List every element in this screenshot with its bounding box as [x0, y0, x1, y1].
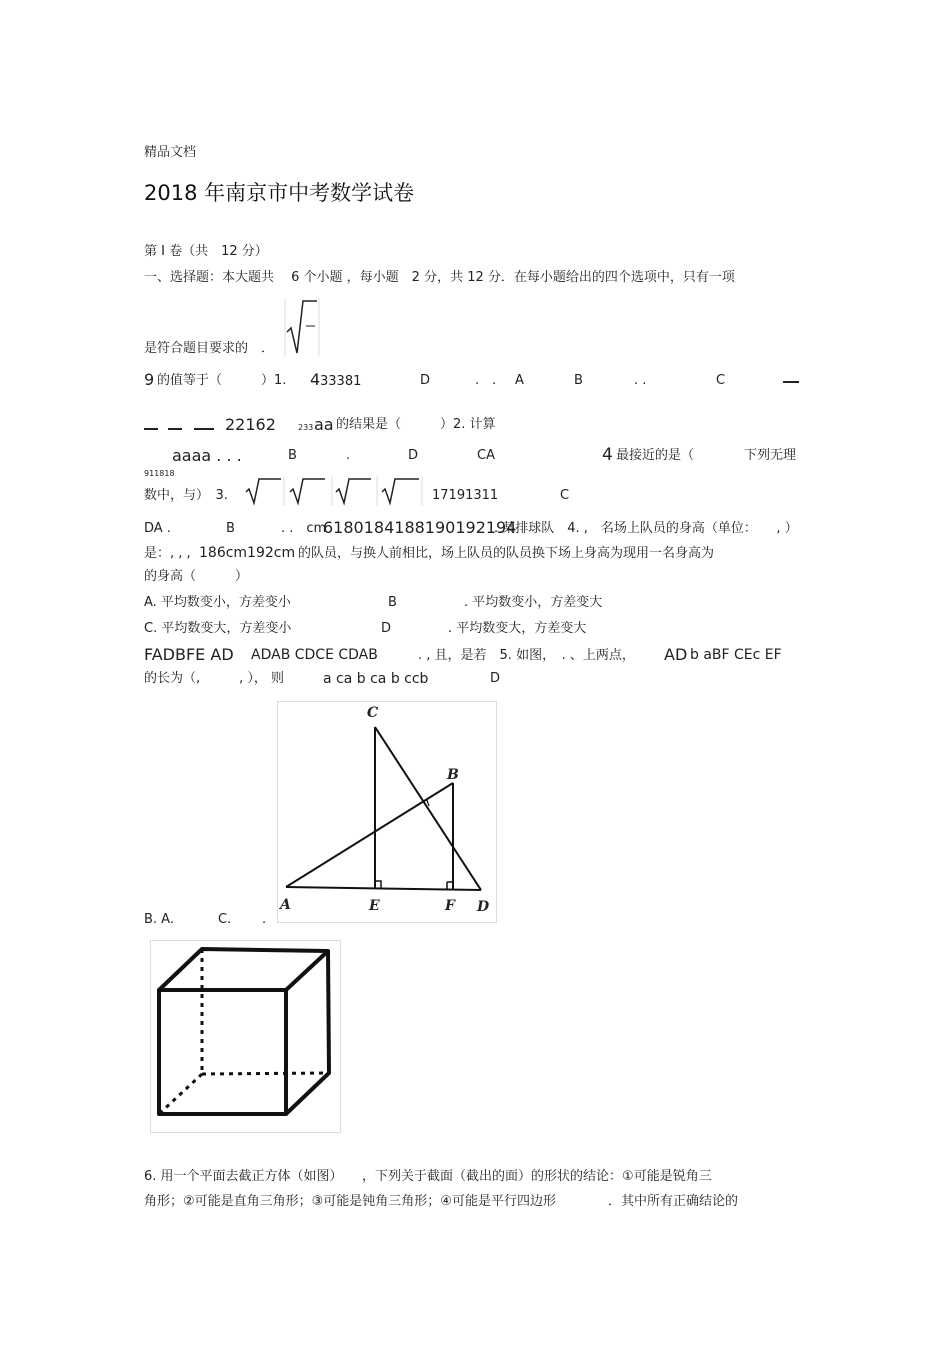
row7-text: 的身高（ ）	[144, 569, 249, 584]
vertex-label-a: A	[280, 897, 291, 913]
row1-four: 4	[310, 370, 321, 389]
row5-heights: 6180184188190192194	[323, 518, 517, 537]
row1-option-b: B	[574, 373, 583, 388]
row3-dot: .	[346, 448, 351, 463]
row1-option-d: D	[420, 373, 431, 388]
row8-fadbfe: FADBFE AD	[144, 645, 234, 664]
row6-text: 的队员，与换人前相比，场上队员的队员换下场上身高为现用一名身高为	[298, 546, 715, 561]
row3-text: 最接近的是（	[616, 448, 695, 463]
section-intro-line1: 一、选择题：本大题共 6 个小题 ，每小题 2 分，共 12 分．在每小题给出的四个选项中，只有一项	[144, 270, 735, 285]
option-d-letter: D	[381, 621, 392, 636]
vertex-label-c: C	[367, 705, 379, 721]
cube-figure	[150, 940, 342, 1134]
row3-four: 4	[602, 445, 613, 465]
row5-text: . 某排球队 4. , 名场上队员的身高（单位： , ）	[494, 521, 798, 536]
row5-cm: . . cm	[281, 521, 327, 536]
row8-ad: AD	[664, 645, 688, 664]
vertex-label-d: D	[477, 899, 490, 915]
row2-aa: aa	[314, 415, 334, 434]
row8-end: b aBF CEc EF	[690, 647, 782, 663]
fraction-bar	[194, 428, 214, 430]
row10-dot: .	[262, 912, 267, 927]
q6-line2: 角形；②可能是直角三角形；③可能是钝角三角形；④可能是平行四边形 ．其中所有正确结论的	[144, 1194, 738, 1209]
row4-number: 17191311	[432, 488, 499, 503]
volume-label: 第 I 卷（共 12 分）	[144, 244, 268, 259]
row8-text: . , 且，是若 5. 如图， . 、上两点，	[418, 648, 635, 663]
radical-signs-icon	[244, 476, 424, 506]
row9-letters: a ca b ca b ccb	[323, 671, 429, 687]
row5-da: DA .	[144, 521, 171, 536]
row1-option-c: C	[716, 373, 726, 388]
option-b-letter: B	[388, 595, 397, 610]
option-a: A. 平均数变小，方差变小	[144, 595, 291, 610]
row3-text-end: 下列无理	[744, 448, 797, 463]
row2-superscript: 233	[298, 423, 314, 432]
row10-c: C.	[218, 912, 232, 927]
row1-dots2: . .	[634, 373, 647, 388]
section-intro-line2: 是符合题目要求的 ．	[144, 341, 275, 356]
row1-text: 的值等于（ ）1.	[157, 373, 287, 388]
q6-line1: 6. 用一个平面去截正方体（如图） ，下列关于截面（截出的面）的形状的结论：①可能是锐角三	[144, 1169, 712, 1184]
fraction-bar	[144, 428, 158, 430]
row5-option-b: B	[226, 521, 235, 536]
vertex-label-e: E	[369, 898, 380, 914]
row6-start: 是：, , ,	[144, 546, 191, 561]
row10-ba: B. A.	[144, 912, 174, 927]
vertex-label-f: F	[445, 898, 455, 914]
row1-nine: 9	[144, 370, 155, 389]
row6-heights: 186cm192cm	[199, 545, 296, 561]
radical-sign-icon	[284, 298, 322, 356]
option-d-text: . 平均数变大，方差变大	[448, 621, 587, 636]
row2-number: 22162	[225, 415, 276, 434]
row1-number: 33381	[320, 374, 362, 389]
option-c: C. 平均数变大，方差变小	[144, 621, 292, 636]
triangle-figure	[277, 701, 497, 923]
row9-text: 的长为（, , ）， 则	[144, 671, 285, 686]
row3-option-d: D	[408, 448, 419, 463]
row3-small-number: 911818	[144, 469, 175, 478]
row3-option-b: B	[288, 448, 297, 463]
option-b-text: . 平均数变小，方差变大	[464, 595, 603, 610]
row4-option-c: C	[560, 488, 570, 503]
row3-aaaa: aaaa . . .	[172, 446, 242, 465]
row8-adab: ADAB CDCE CDAB	[251, 647, 378, 663]
fraction-bar	[168, 428, 182, 430]
vertex-label-b: B	[447, 767, 459, 783]
row1-option-a: A	[515, 373, 524, 388]
row4-text: 数中，与） 3.	[144, 488, 228, 503]
row1-dots: . .	[475, 373, 497, 388]
row3-ca: CA	[477, 448, 495, 463]
fraction-bar	[783, 381, 799, 383]
row2-text: 的结果是（ ）2. 计算	[336, 417, 496, 432]
doc-header-label: 精品文档	[144, 145, 197, 160]
row9-option-d: D	[490, 671, 501, 686]
page-title: 2018 年南京市中考数学试卷	[144, 181, 415, 205]
